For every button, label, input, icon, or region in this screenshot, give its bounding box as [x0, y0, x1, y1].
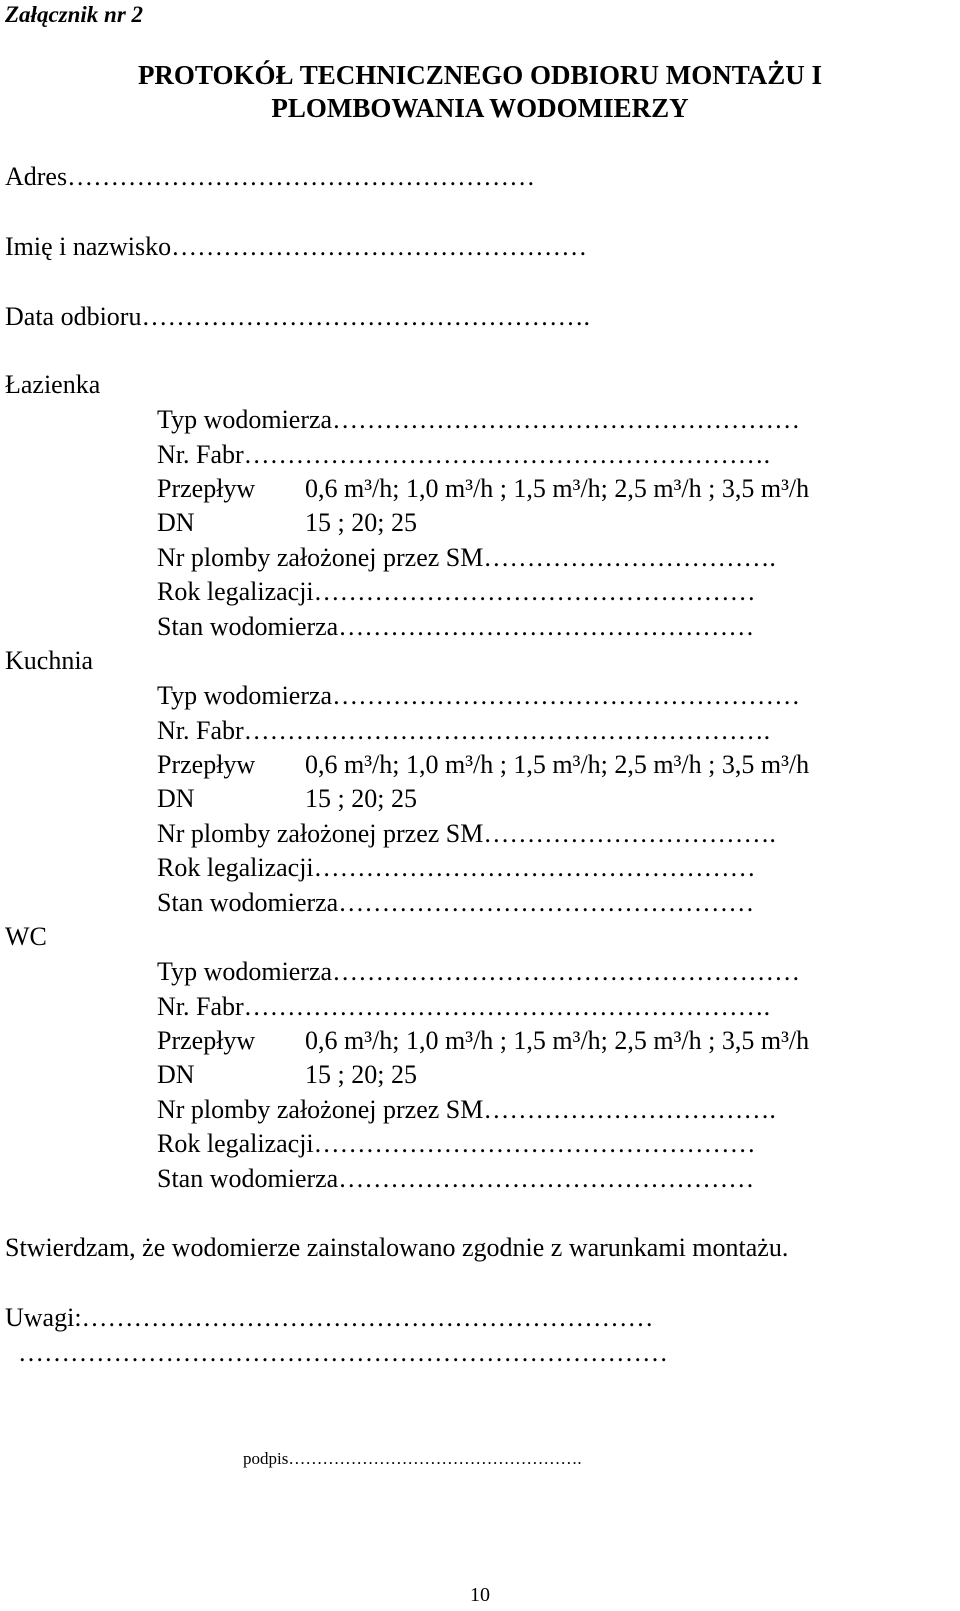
flow-row [157, 750, 810, 780]
dn-row [157, 784, 417, 814]
flow-row [157, 1026, 810, 1056]
seal-number-field[interactable]: Nr plomby założonej przez SM……………………………. [157, 1095, 776, 1124]
legalization-year-field[interactable]: Rok legalizacji…………………………………………… [157, 577, 756, 606]
name-field[interactable]: Imię i nazwisko………………………………………… [5, 232, 588, 261]
installation-statement: Stwierdzam, że wodomierze zainstalowano zgodnie z warunkami montażu. [5, 1233, 789, 1262]
flow-label: Przepływ [157, 474, 256, 503]
serial-number-field[interactable]: Nr. Fabr……………………………………………………. [157, 440, 771, 469]
dn-label: DN [157, 508, 195, 537]
legalization-year-field[interactable]: Rok legalizacji…………………………………………… [157, 1129, 756, 1158]
meter-type-field[interactable]: Typ wodomierza……………………………………………… [157, 681, 801, 710]
serial-number-field[interactable]: Nr. Fabr……………………………………………………. [157, 992, 771, 1021]
section-label-kuchnia: Kuchnia [5, 646, 94, 675]
signature-line[interactable]: ……………………………………………. [288, 1449, 582, 1468]
flow-options: 0,6 m³/h; 1,0 m³/h ; 1,5 m³/h; 2,5 m³/h ; 3,5 m³/h [305, 750, 810, 779]
dn-row [157, 508, 417, 538]
document-title-line-2: PLOMBOWANIA WODOMIERZY [271, 93, 689, 123]
page-number: 10 [470, 1584, 490, 1606]
meter-type-field[interactable]: Typ wodomierza……………………………………………… [157, 405, 801, 434]
flow-label: Przepływ [157, 750, 256, 779]
section-label-wc: WC [5, 922, 47, 951]
address-field[interactable]: Adres……………………………………………… [5, 162, 536, 191]
meter-state-field[interactable]: Stan wodomierza………………………………………… [157, 888, 755, 917]
flow-options: 0,6 m³/h; 1,0 m³/h ; 1,5 m³/h; 2,5 m³/h ; 3,5 m³/h [305, 1026, 810, 1055]
document-title-line-1: PROTOKÓŁ TECHNICZNEGO ODBIORU MONTAŻU I [137, 60, 823, 90]
dn-options: 15 ; 20; 25 [305, 1060, 417, 1089]
legalization-year-field[interactable]: Rok legalizacji…………………………………………… [157, 853, 756, 882]
serial-number-field[interactable]: Nr. Fabr……………………………………………………. [157, 716, 771, 745]
date-field[interactable]: Data odbioru……………………………………………. [5, 302, 590, 331]
meter-type-field[interactable]: Typ wodomierza……………………………………………… [157, 957, 801, 986]
meter-state-field[interactable]: Stan wodomierza………………………………………… [157, 1164, 755, 1193]
remarks-field[interactable]: Uwagi:………………………………………………………… [5, 1303, 654, 1332]
flow-label: Przepływ [157, 1026, 256, 1055]
section-label-lazienka: Łazienka [5, 370, 101, 399]
flow-row [157, 474, 810, 504]
meter-state-field[interactable]: Stan wodomierza………………………………………… [157, 612, 755, 641]
seal-number-field[interactable]: Nr plomby założonej przez SM……………………………. [157, 819, 776, 848]
signature-label: podpis [243, 1449, 289, 1468]
signature-row [243, 1448, 582, 1470]
seal-number-field[interactable]: Nr plomby założonej przez SM……………………………. [157, 543, 776, 572]
dn-row [157, 1060, 417, 1090]
flow-options: 0,6 m³/h; 1,0 m³/h ; 1,5 m³/h; 2,5 m³/h ; 3,5 m³/h [305, 474, 810, 503]
attachment-label: Załącznik nr 2 [5, 2, 144, 27]
dn-options: 15 ; 20; 25 [305, 508, 417, 537]
dn-label: DN [157, 1060, 195, 1089]
dn-options: 15 ; 20; 25 [305, 784, 417, 813]
remarks-field-continued[interactable]: ………………………………………………………………… [18, 1338, 668, 1367]
dn-label: DN [157, 784, 195, 813]
